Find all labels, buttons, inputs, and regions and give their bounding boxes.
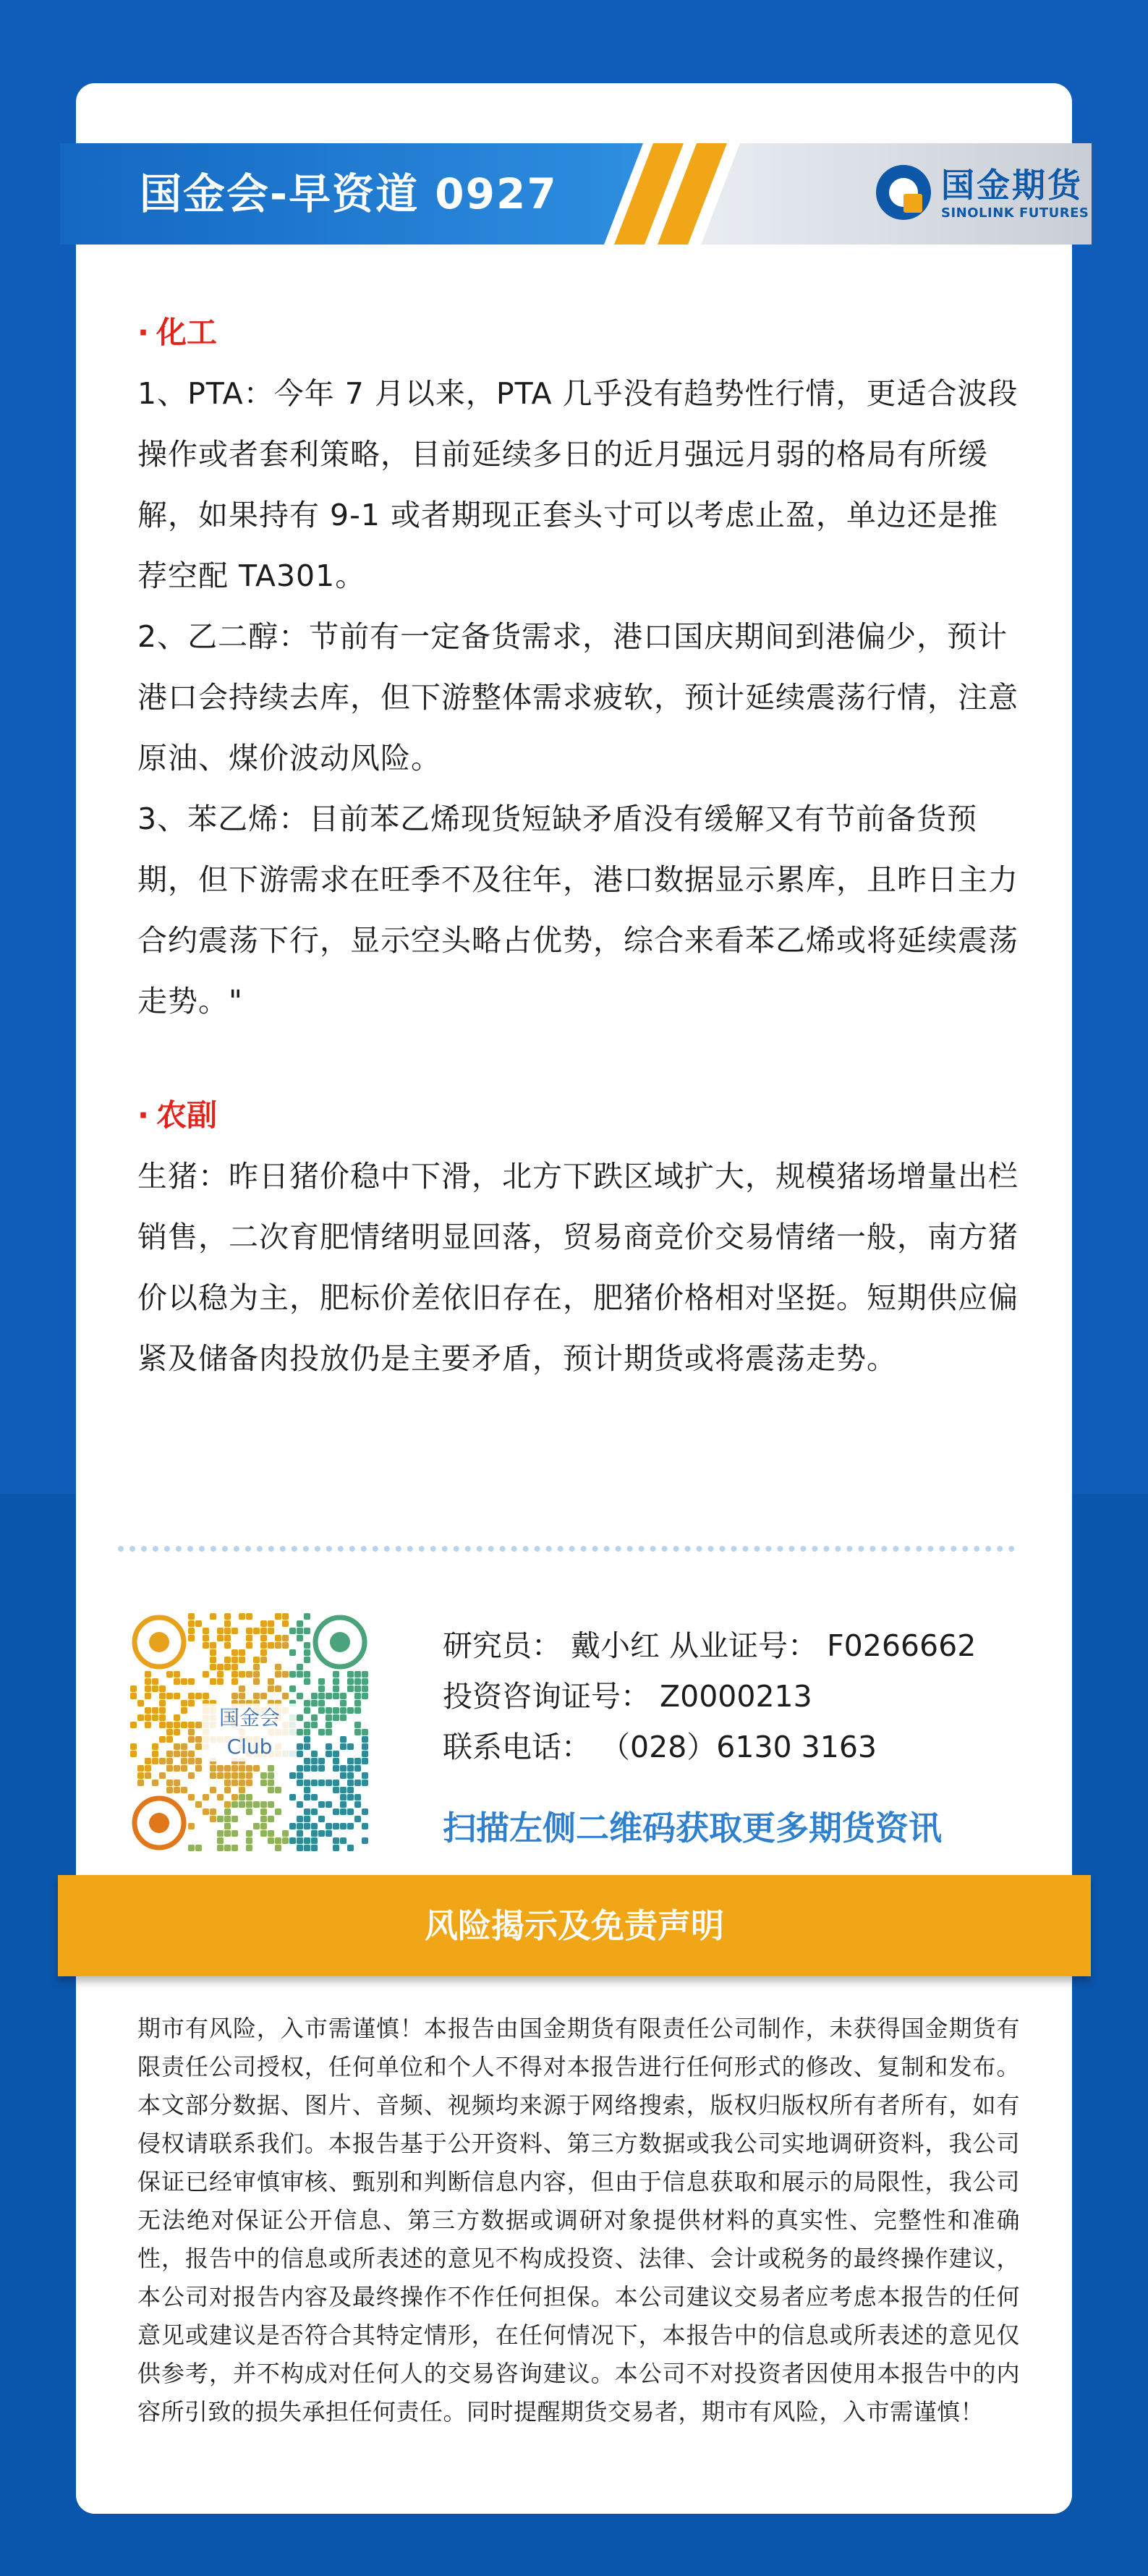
paragraph-pta: 1、PTA：今年 7 月以来，PTA 几乎没有趋势性行情，更适合波段操作或者套利策略，目前延续多日的近月强远月弱的格局有所缓解，如果持有 9-1 或者期现正套头寸可以考虑止盈，单边还是推荐空配 TA301。 <box>137 376 1019 593</box>
disclaimer-text: 期市有风险，入市需谨慎！本报告由国金期货有限责任公司制作，未获得国金期货有限责任公司授权，任何单位和个人不得对本报告进行任何形式的修改、复制和发布。本文部分数据、图片、音频、视频均来源于网络搜索，版权归版权所有者所有，如有侵权请联系我们。本报告基于公开资料、第三方数据或我公司实地调研资料，我公司保证已经审慎审核、甄别和判断信息内容，但由于信息获取和展示的局限性，我公司无法绝对保证公开信息、第三方数据或调研对象提供材料的真实性、完整性和准确性，报告中的信息或所表述的意见不构成投资、法律、会计或税务的最终操作建议，本公司对报告内容及最终操作不作任何担保。本公司建议交易者应考虑本报告的任何意见或建议是否符合其特定情形，在任何情况下，本报告中的信息或所表述的意见仅供参考，并不构成对任何人的交易咨询建议。本公司不对投资者因使用本报告中的内容所引致的损失承担任何责任。同时提醒期货交易者，期市有风险，入市需谨慎！ <box>137 2015 1020 2426</box>
section-title-chemical: · 化工 <box>137 315 217 350</box>
section-body-agri <box>137 1146 1020 1389</box>
bullet-dot-icon: · <box>137 315 149 350</box>
risk-disclosure-title: 风险揭示及免责声明 <box>425 1906 724 1945</box>
paragraph-styrene: 3、苯乙烯：目前苯乙烯现货短缺矛盾没有缓解又有节前备货预期，但下游需求在旺季不及往年，港口数据显示累库，且昨日主力合约震荡下行，显示空头略占优势，综合来看苯乙烯或将延续震荡走势。" <box>137 802 1019 1019</box>
logo-english-name: SINOLINK FUTURES <box>941 205 1089 221</box>
dotted-divider <box>118 1546 1015 1552</box>
header-banner <box>60 143 1092 245</box>
qr-center-label: 国金会 Club <box>203 1704 297 1761</box>
company-logo <box>873 162 1105 227</box>
scan-qr-cta: 扫描左侧二维码获取更多期货资讯 <box>443 1808 942 1848</box>
risk-disclosure-banner <box>58 1875 1091 1976</box>
phone-info: 联系电话： （028）6130 3163 <box>443 1730 877 1764</box>
consult-cert-info: 投资咨询证号： Z0000213 <box>443 1679 812 1714</box>
section-body-chemical <box>137 363 1020 1032</box>
logo-chinese-name: 国金期货 <box>941 166 1083 205</box>
paragraph-meg: 2、乙二醇：节前有一定备货需求，港口国庆期间到港偏少，预计港口会持续去库，但下游整体需求疲软，预计延续震荡行情，注意原油、煤价波动风险。 <box>137 619 1019 775</box>
logo-mark-icon <box>873 162 934 223</box>
paragraph-hogs: 生猪：昨日猪价稳中下滑，北方下跌区域扩大，规模猪场增量出栏销售，二次育肥情绪明显回落，贸易商竞价交易情绪一般，南方猪价以稳为主，肥标价差依旧存在，肥猪价格相对坚挺。短期供应偏紧及储备肉投放仍是主要矛盾，预计期货或将震荡走势。 <box>137 1159 1019 1376</box>
page-title: 国金会-早资道 0927 <box>140 169 558 218</box>
qr-code[interactable] <box>130 1613 369 1852</box>
researcher-info: 研究员： 戴小红 从业证号： F0266662 <box>443 1628 977 1663</box>
section-title-agri: · 农副 <box>137 1097 217 1133</box>
bullet-dot-icon: · <box>137 1097 149 1133</box>
